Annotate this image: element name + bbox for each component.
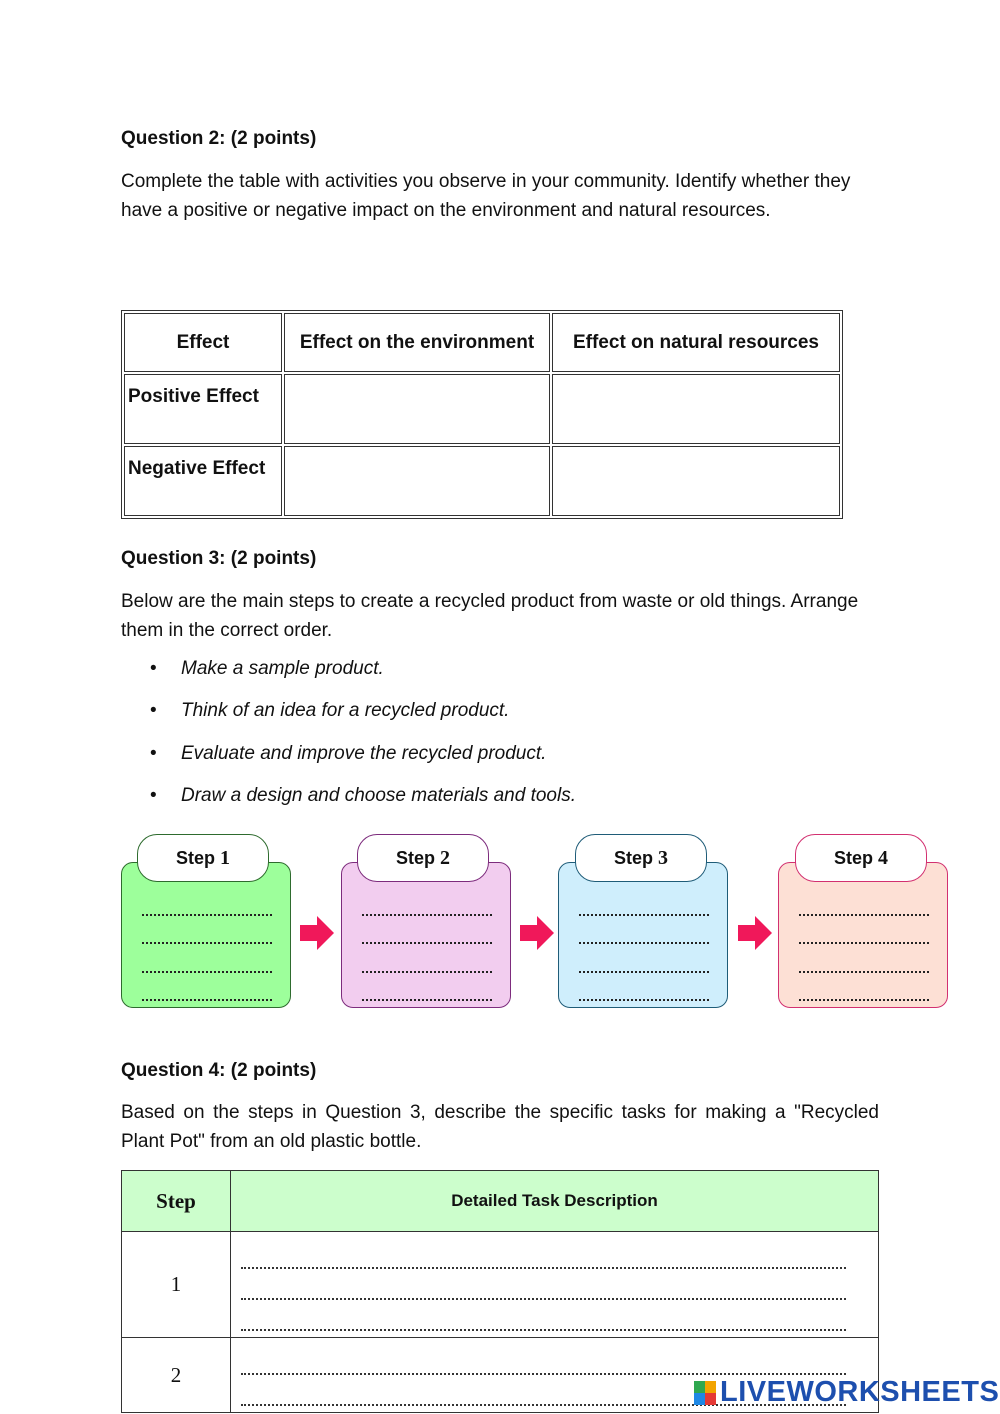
- step-label-number: 1: [220, 846, 230, 869]
- effects-row-label-positive: Positive Effect: [124, 374, 282, 444]
- effects-table-header-row: [124, 313, 840, 372]
- task-header-step: Step: [122, 1171, 231, 1232]
- step-label-word: Step: [395, 847, 435, 868]
- list-item: [150, 658, 576, 700]
- question-4-title: Question 4: (2 points): [121, 1060, 317, 1081]
- step-4-box[interactable]: [778, 862, 948, 1008]
- bullet-icon: •: [150, 700, 157, 722]
- effects-row-label-negative: Negative Effect: [124, 446, 282, 516]
- table-row: [122, 1232, 879, 1338]
- negative-environment-cell[interactable]: [284, 446, 550, 516]
- question-2-text: Complete the table with activities you observe in your community. Identify whether they have a positive or negative impact on the environment and natural resources.: [121, 171, 851, 221]
- question-3-title: Question 3: (2 points): [121, 548, 317, 569]
- step-4-answer-lines: [799, 887, 929, 1001]
- effects-table: [121, 310, 843, 519]
- effects-header-effect: Effect: [124, 313, 282, 372]
- positive-environment-cell[interactable]: [284, 374, 550, 444]
- effects-table-row: [124, 446, 840, 516]
- effects-table-row: [124, 374, 840, 444]
- step-label-word: Step: [613, 847, 653, 868]
- step-1-label: [137, 834, 269, 882]
- step-2-box[interactable]: [341, 862, 511, 1008]
- step-3-answer-lines: [579, 887, 709, 1001]
- negative-resources-cell[interactable]: [552, 446, 840, 516]
- effects-header-environment: Effect on the environment: [284, 313, 550, 372]
- step-2-label: [357, 834, 489, 882]
- step-label-number: 4: [878, 846, 888, 869]
- question-4-text: Based on the steps in Question 3, describe the specific tasks for making a "Recycled Plant Pot" from an old plastic bottle.: [121, 1102, 879, 1152]
- liveworksheets-watermark: [694, 1376, 999, 1409]
- step-label-word: Step: [175, 847, 215, 868]
- effects-header-resources: Effect on natural resources: [552, 313, 840, 372]
- watermark-text: LIVEWORKSHEETS: [720, 1376, 1000, 1408]
- bullet-icon: •: [150, 742, 157, 764]
- bullet-icon: •: [150, 784, 157, 806]
- step-3-label: [575, 834, 707, 882]
- step-1-box[interactable]: [121, 862, 291, 1008]
- step-3-box[interactable]: [558, 862, 728, 1008]
- right-arrow-icon: [737, 915, 773, 951]
- list-item: [150, 743, 576, 785]
- step-label-word: Step: [833, 847, 873, 868]
- step-label-number: 2: [440, 846, 450, 869]
- positive-resources-cell[interactable]: [552, 374, 840, 444]
- step-1-answer-lines: [142, 887, 272, 1001]
- list-item: [150, 700, 576, 742]
- right-arrow-icon: [299, 915, 335, 951]
- question-3-text: Below are the main steps to create a recycled product from waste or old things. Arrange them in the correct order.: [121, 591, 859, 641]
- question-2-title: Question 2: (2 points): [121, 128, 317, 149]
- step-option-text: Think of an idea for a recycled product.: [181, 700, 510, 722]
- task-step-number: 2: [122, 1338, 231, 1413]
- step-options-list: [150, 658, 576, 827]
- step-label-number: 3: [658, 846, 668, 869]
- task-step-number: 1: [122, 1232, 231, 1338]
- list-item: [150, 785, 576, 827]
- step-4-label: [795, 834, 927, 882]
- right-arrow-icon: [519, 915, 555, 951]
- step-option-text: Evaluate and improve the recycled product.: [181, 742, 547, 764]
- bullet-icon: •: [150, 658, 157, 679]
- liveworksheets-logo-icon: [694, 1381, 716, 1405]
- step-option-text: Draw a design and choose materials and tools.: [181, 784, 577, 806]
- step-option-text: Make a sample product.: [181, 658, 384, 679]
- task-table-header-row: [122, 1171, 879, 1232]
- step-2-answer-lines: [362, 887, 492, 1001]
- task-1-answer-area[interactable]: [231, 1232, 879, 1338]
- task-header-description: Detailed Task Description: [231, 1171, 879, 1232]
